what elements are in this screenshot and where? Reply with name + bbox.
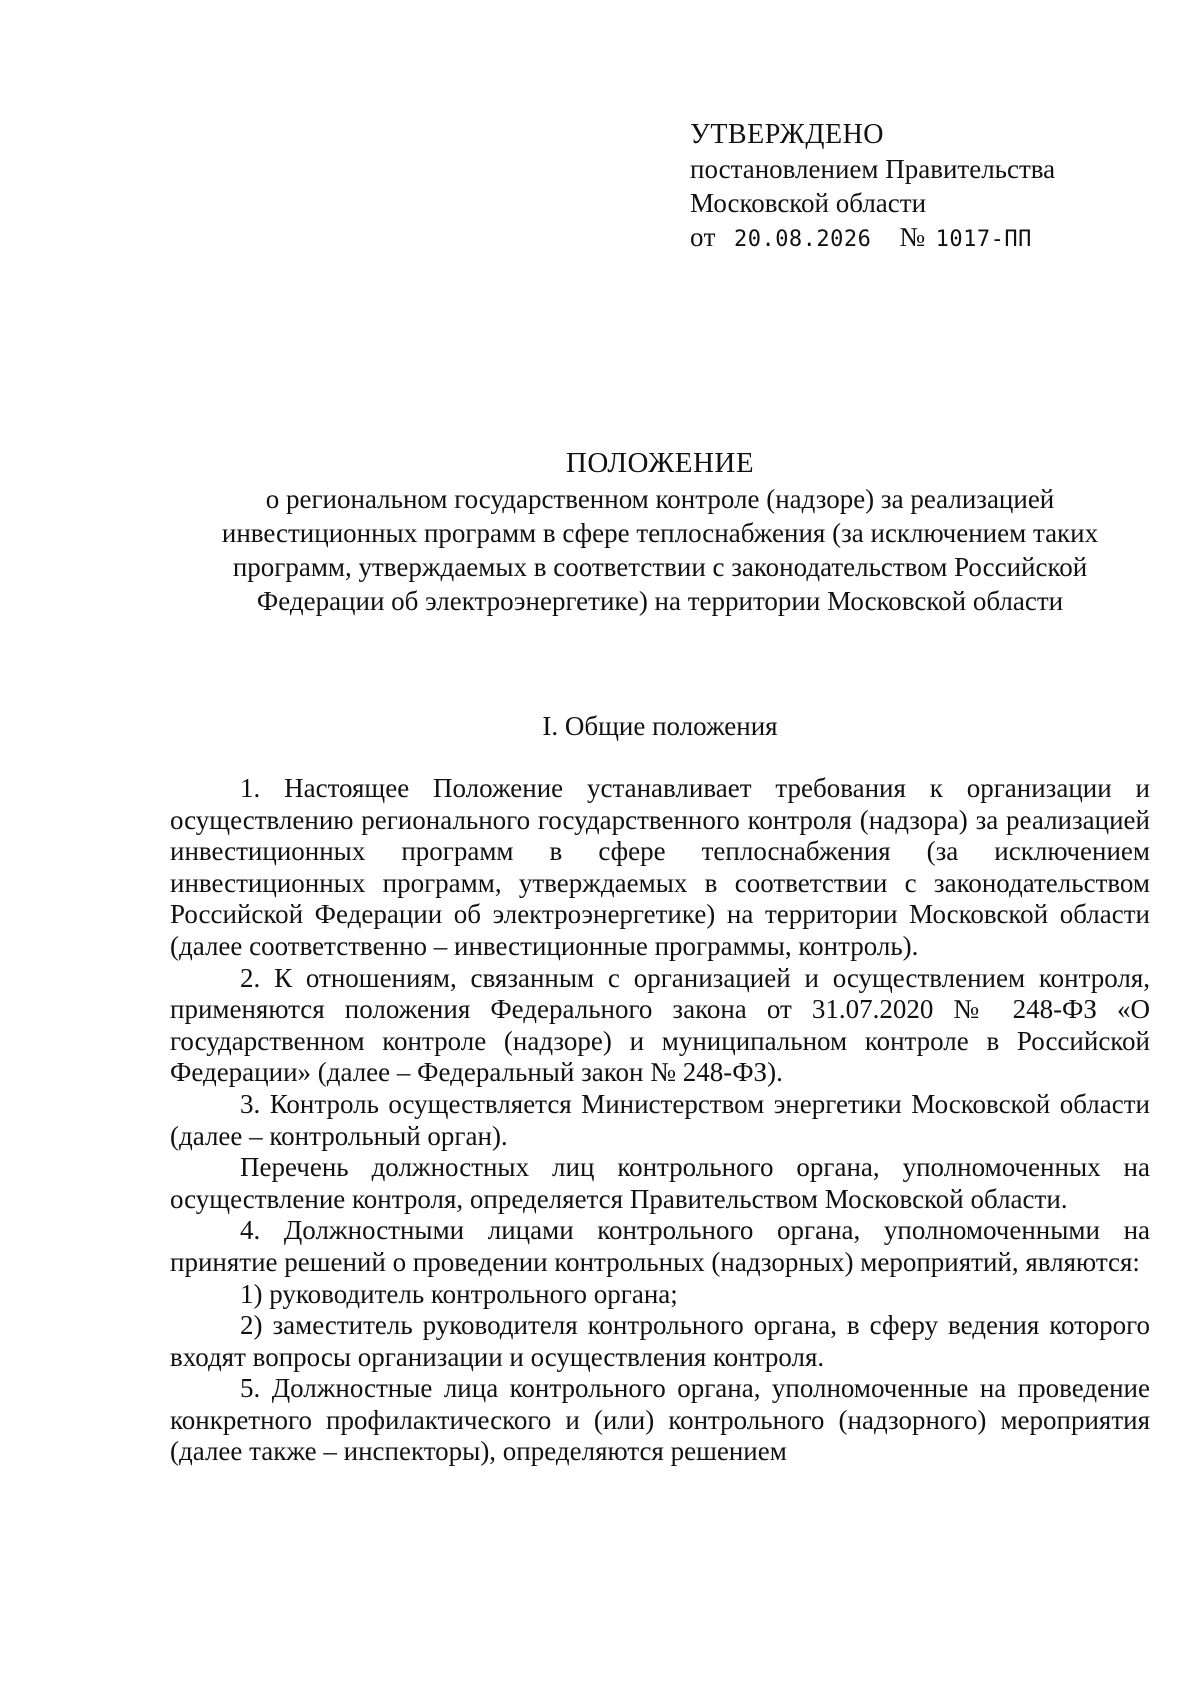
- paragraph-4: 4. Должностными лицами контрольного органа, уполномоченными на принятие решений о проведении контрольных (надзорных) мероприятий, являются:: [170, 1215, 1150, 1277]
- section-heading: I. Общие положения: [542, 711, 778, 741]
- subtitle-line: инвестиционных программ в сфере теплоснабжения (за исключением таких: [221, 518, 1099, 548]
- approval-number: 1017-ПП: [935, 227, 1032, 252]
- approval-date-number-line: [690, 220, 1130, 257]
- approval-region-line: Московской области: [690, 188, 927, 218]
- approval-date: 20.08.2026: [733, 227, 872, 252]
- subtitle-line: Федерации об электроэнергетике) на территории Московской области: [256, 586, 1064, 616]
- paragraph-3-officials: Перечень должностных лиц контрольного органа, уполномоченных на осуществление контроля, определяется Правительством Московской области.: [170, 1152, 1150, 1214]
- approval-authority-line: постановлением Правительства: [690, 154, 1056, 184]
- paragraph-5: 5. Должностные лица контрольного органа, уполномоченные на проведение конкретного профилактического и (или) контрольного (надзорного) мероприятия (далее также – инспекторы), определяются решением: [170, 1373, 1150, 1467]
- paragraph-4-item-2: 2) заместитель руководителя контрольного органа, в сферу ведения которого входят вопросы организации и осуществления контроля.: [170, 1310, 1150, 1372]
- paragraph-4-item-1: 1) руководитель контрольного органа;: [240, 1278, 678, 1309]
- number-sign: №: [899, 222, 926, 252]
- document-title: ПОЛОЖЕНИЕ: [565, 447, 755, 479]
- paragraph-1: 1. Настоящее Положение устанавливает требования к организации и осуществлению регионального государственного контроля (надзора) за реализацией инвестиционных программ в сфере теплоснабжения (за исключением инвестиционных программ, утверждаемых в соответствии с законодательством Российской Федерации об электроэнергетике) на территории Московской области (далее соответственно – инвестиционные программы, контроль).: [170, 773, 1150, 961]
- document-body: [170, 773, 1150, 1468]
- approved-label: УТВЕРЖДЕНО: [690, 119, 885, 150]
- paragraph-2: 2. К отношениям, связанным с организацией и осуществлением контроля, применяются положения Федерального закона от 31.07.2020 № 248-ФЗ «О государственном контроле (надзоре) и муниципальном контроле в Российской Федерации» (далее – Федеральный закон № 248-ФЗ).: [170, 962, 1150, 1088]
- subtitle-line: о региональном государственном контроле (надзоре) за реализацией: [265, 484, 1055, 514]
- approval-stamp: [690, 118, 1130, 257]
- date-prefix: от: [690, 222, 716, 252]
- document-subtitle: [170, 482, 1150, 618]
- paragraph-3: 3. Контроль осуществляется Министерством энергетики Московской области (далее – контрольный орган).: [170, 1088, 1150, 1151]
- subtitle-line: программ, утверждаемых в соответствии с законодательством Российской: [232, 552, 1088, 582]
